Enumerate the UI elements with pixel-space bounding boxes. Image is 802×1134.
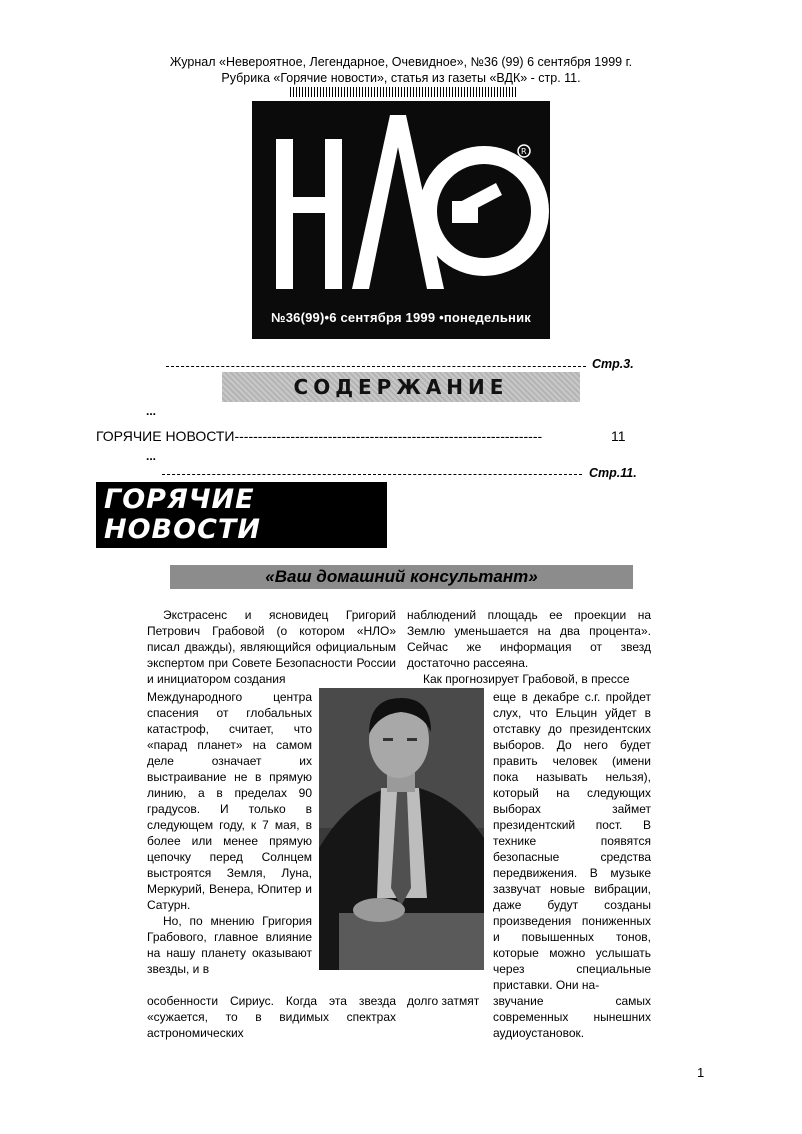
portrait-icon xyxy=(319,688,484,970)
rubric-logo xyxy=(96,482,387,548)
article-left-top: Экстрасенс и ясновидец Григорий Петрович Грабовой (о котором «НЛО» писал дважды), являющийся официальным экспертом при Совете Безопасности России и инициатором создания xyxy=(147,608,396,686)
toc-entry-page: 11 xyxy=(611,428,626,444)
rubric-line-1: ГОРЯЧИЕ xyxy=(104,484,255,515)
svg-text:R: R xyxy=(521,147,527,156)
article-left-narrow xyxy=(147,689,312,977)
contents-banner: СОДЕРЖАНИЕ xyxy=(222,372,580,402)
rubric-citation: Рубрика «Горячие новости», статья из газеты «ВДК» - стр. 11. xyxy=(221,71,581,85)
article-right-narrow: еще в декабре с.г. пройдет слух, что Ельцин уйдет в отставку до президентских выборов. До него будет править человек (имени пока называть нельзя), который на следующих выборах займет президентский пост. В технике появятся безопасные средства передвижения. В музыке зазвучат новые вибрации, даже будут созданы произведения пониженных и повышенных тонов, которые можно услышать через специальные приставки. Они на- xyxy=(493,690,651,992)
dashed-rule-2 xyxy=(162,474,582,475)
ellipsis-top: ... xyxy=(146,404,157,418)
article-right-top xyxy=(407,607,651,687)
portrait-photo xyxy=(319,688,484,970)
nlo-logo-icon xyxy=(252,101,550,339)
ellipsis-bottom: ... xyxy=(146,449,157,463)
magazine-cover xyxy=(252,101,550,339)
journal-citation: Журнал «Невероятное, Легендарное, Очевидное», №36 (99) 6 сентября 1999 г. xyxy=(169,55,633,69)
rubric-line-2: НОВОСТИ xyxy=(104,514,261,545)
toc-leader: ------------------------------------------------------------------ xyxy=(234,428,543,444)
article-paragraph: Международного центра спасения от глобальных катастроф, считает, что «парад планет» на самом деле означает их выстраивание не в прямую линию, а в пределах 90 градусов. И только в следующем году, к 7 мая, в более или менее прямую цепочку перед Солнцем выстроятся Земля, Луна, Меркурий, Венера, Юпитер и Сатурн. xyxy=(147,690,312,912)
decorative-tick-rule xyxy=(290,87,516,97)
toc-entry-title: ГОРЯЧИЕ НОВОСТИ xyxy=(96,428,235,444)
article-paragraph: наблюдений площадь ее проекции на Землю уменьшается на два процента». Сейчас же информация от звезд достаточно рассеяна. xyxy=(407,608,651,670)
page-ref-bottom: Стр.11. xyxy=(589,466,637,480)
article-paragraph: Но, по мнению Григория Грабового, главное влияние на нашу планету оказывают звезды, и в xyxy=(147,914,312,976)
article-right-bottom: звучание самых современных нынешних аудиоустановок. xyxy=(493,994,651,1040)
toc-entry[interactable] xyxy=(96,428,631,444)
article-headline: «Ваш домашний консультант» xyxy=(170,565,633,589)
dashed-rule xyxy=(166,366,586,367)
cover-issue-line: №36(99)•6 сентября 1999 •понедельник xyxy=(271,310,531,325)
page-number: 1 xyxy=(697,1065,705,1080)
article-left-bottom: особенности Сириус. Когда эта звезда «сужается, то в видимых спектрах астрономических xyxy=(147,994,396,1040)
article-paragraph: Как прогнозирует Грабовой, в прессе xyxy=(423,672,630,686)
article-mid-fragment: долго затмят xyxy=(407,994,480,1008)
page-ref-top: Стр.3. xyxy=(592,357,634,371)
